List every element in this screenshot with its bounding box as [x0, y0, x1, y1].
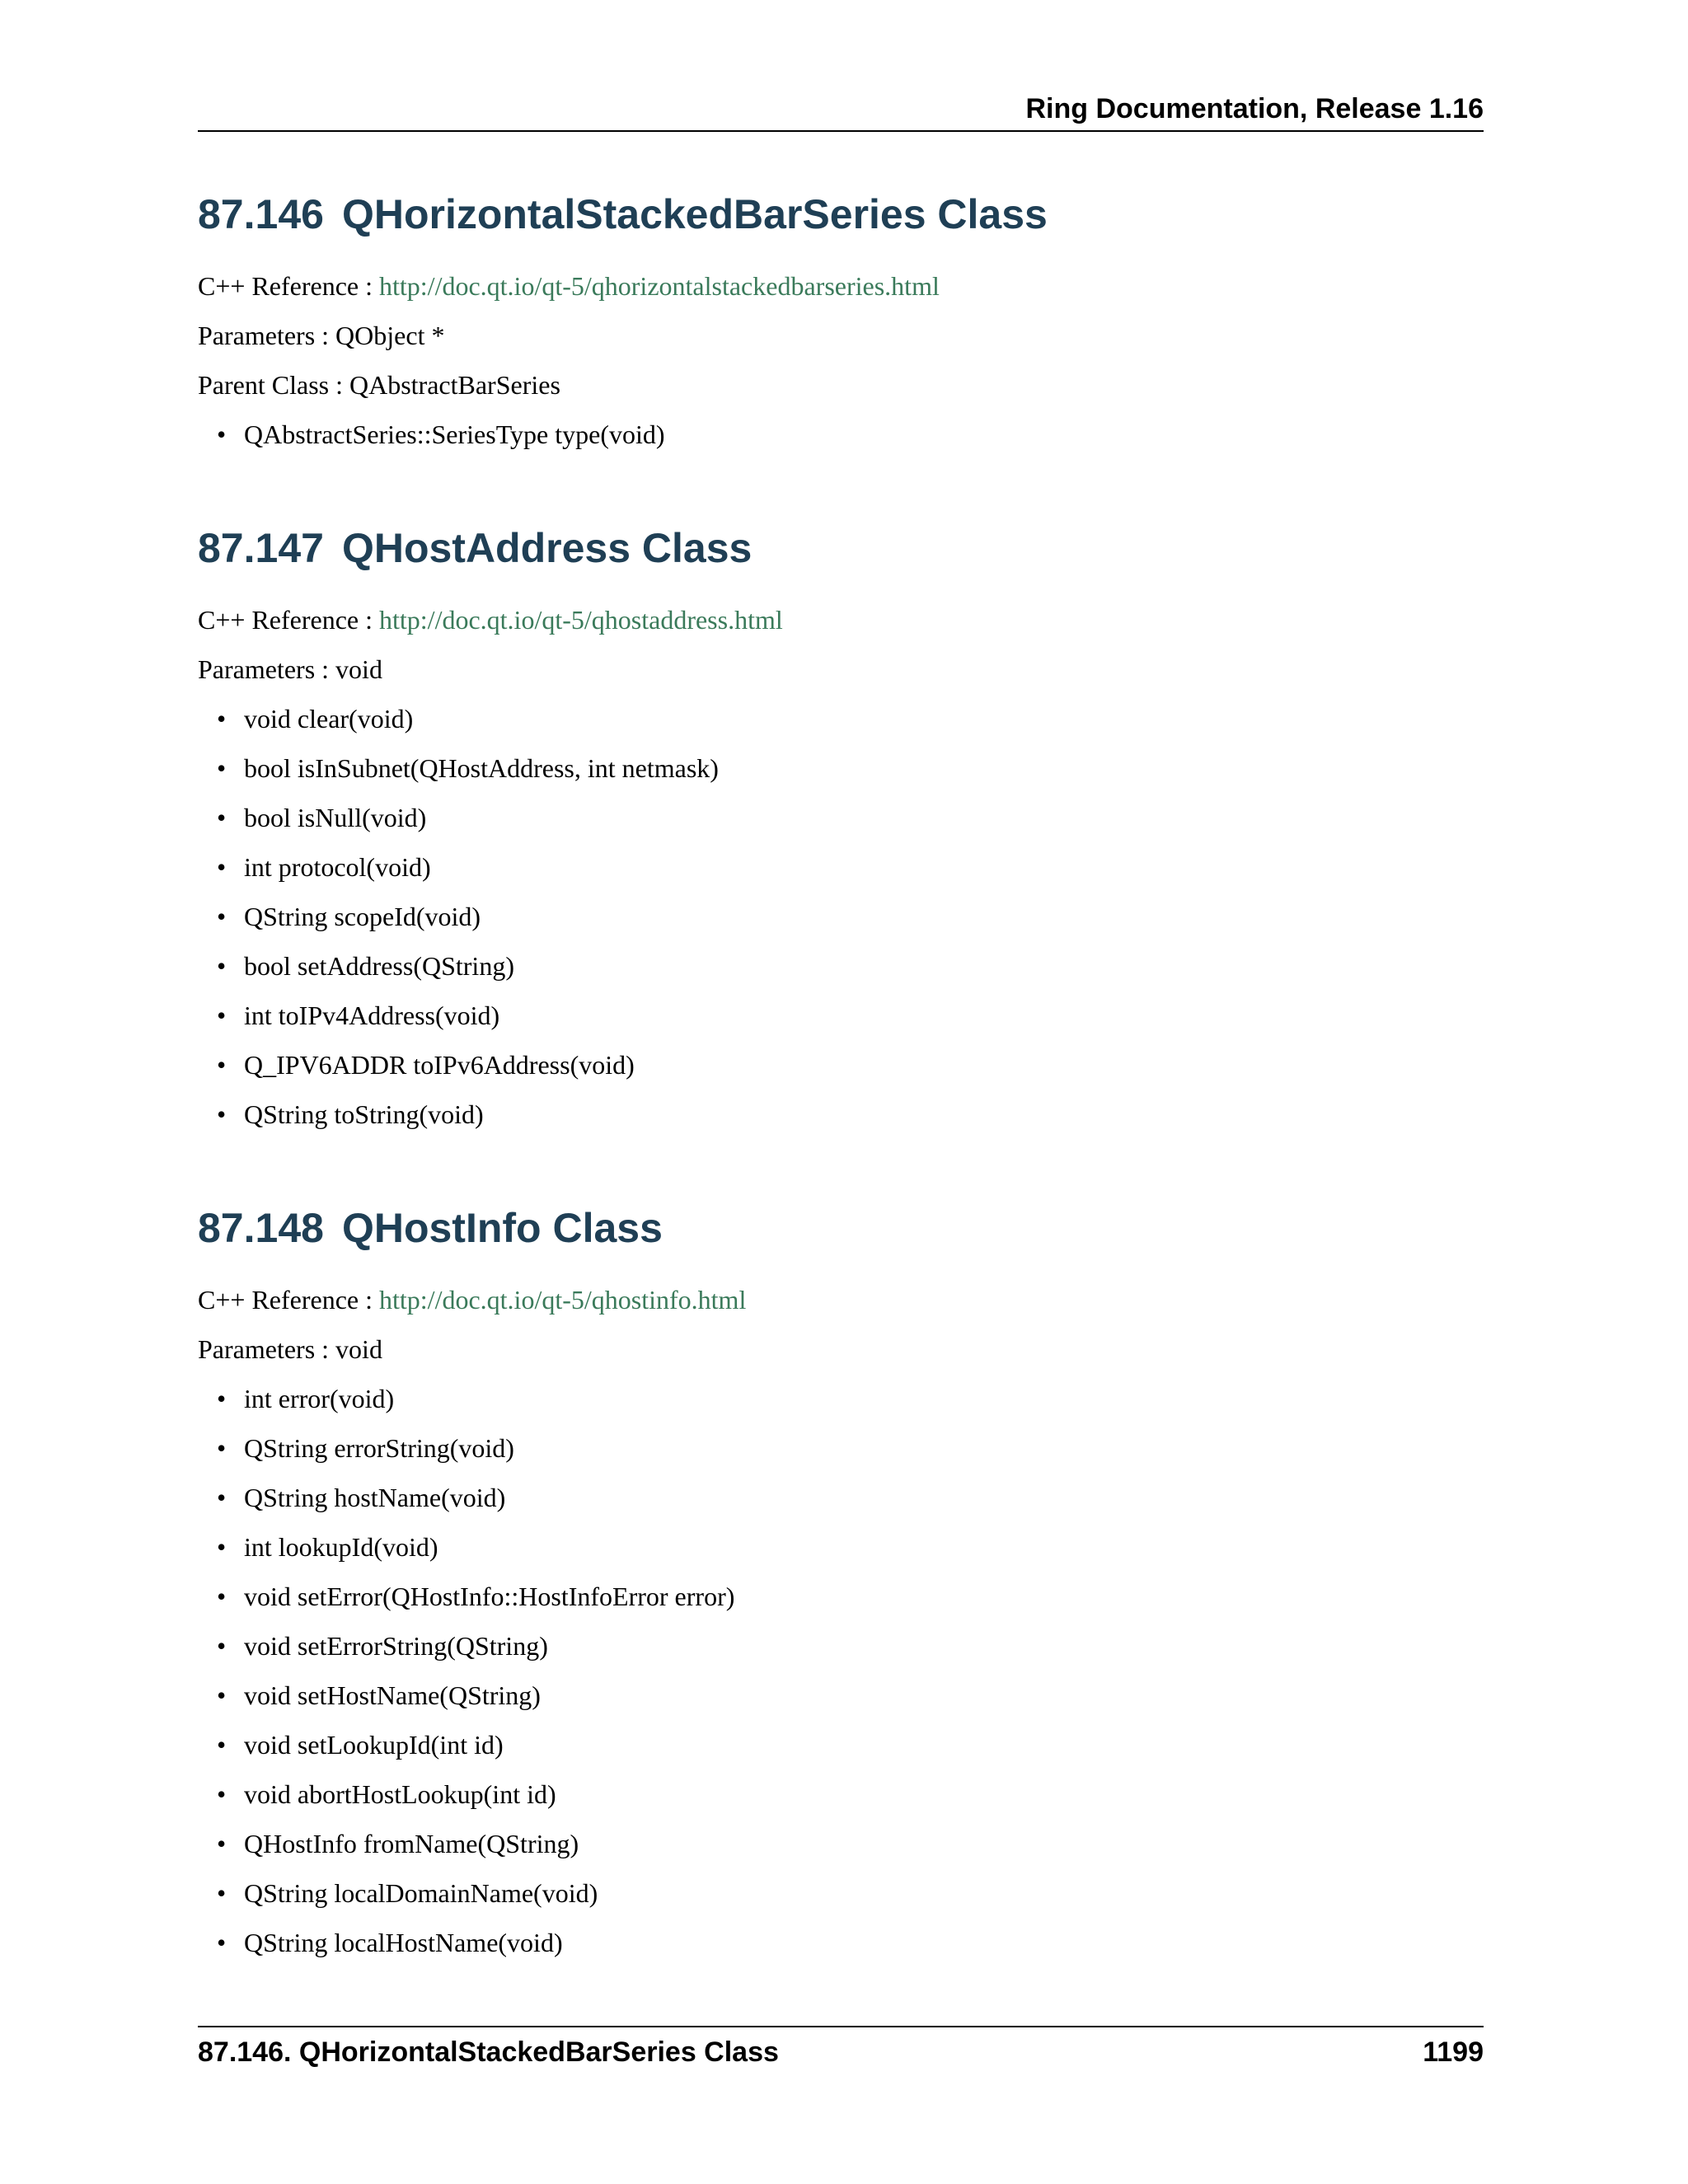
footer-section-title: 87.146. QHorizontalStackedBarSeries Class — [198, 2036, 779, 2068]
bullet-icon: • — [217, 951, 227, 981]
bullet-icon: • — [217, 1730, 227, 1760]
section-qhorizontalstackedbarseries — [198, 190, 1484, 468]
method-signature: bool isInSubnet(QHostAddress, int netmask) — [244, 753, 719, 783]
bullet-icon: • — [217, 1779, 227, 1809]
parameters: Parameters : void — [198, 1334, 382, 1364]
method-signature: QString localHostName(void) — [244, 1928, 563, 1957]
section-title: QHostInfo Class — [341, 1205, 663, 1251]
cpp-reference-label: C++ Reference : — [198, 271, 373, 301]
method-signature: void setHostName(QString) — [244, 1680, 541, 1710]
method-signature: QAbstractSeries::SeriesType type(void) — [244, 419, 665, 449]
bullet-icon: • — [217, 1532, 227, 1562]
bullet-icon: • — [217, 753, 227, 783]
list-item — [217, 1099, 1484, 1148]
list-item — [217, 901, 1484, 950]
cpp-reference-link[interactable]: http://doc.qt.io/qt-5/qhostinfo.html — [379, 1285, 747, 1315]
cpp-reference — [198, 604, 1484, 635]
bullet-icon: • — [217, 1829, 227, 1858]
bullet-icon: • — [217, 1433, 227, 1463]
method-signature: int toIPv4Address(void) — [244, 1001, 500, 1030]
list-item — [217, 1531, 1484, 1581]
method-signature: void setErrorString(QString) — [244, 1631, 548, 1661]
bullet-icon: • — [217, 1582, 227, 1611]
list-item — [217, 1927, 1484, 1976]
method-signature: QString scopeId(void) — [244, 902, 481, 931]
section-title: QHostAddress Class — [341, 525, 753, 571]
section-heading — [198, 190, 1484, 239]
parameters: Parameters : QObject * — [198, 321, 445, 350]
list-item — [217, 1779, 1484, 1828]
method-list — [198, 419, 1484, 468]
list-item — [217, 1000, 1484, 1049]
method-signature: bool setAddress(QString) — [244, 951, 514, 981]
page-number: 1199 — [1423, 2036, 1484, 2068]
section-heading — [198, 523, 1484, 573]
method-signature: QString hostName(void) — [244, 1483, 506, 1512]
method-signature: void setLookupId(int id) — [244, 1730, 504, 1760]
bullet-icon: • — [217, 1631, 227, 1661]
method-list — [198, 703, 1484, 1148]
method-signature: void abortHostLookup(int id) — [244, 1779, 556, 1809]
bullet-icon: • — [217, 1099, 227, 1129]
list-item — [217, 1630, 1484, 1680]
parent-class: Parent Class : QAbstractBarSeries — [198, 370, 560, 400]
bullet-icon: • — [217, 1878, 227, 1908]
section-title: QHorizontalStackedBarSeries Class — [341, 191, 1048, 237]
bullet-icon: • — [217, 419, 227, 449]
cpp-reference-link[interactable]: http://doc.qt.io/qt-5/qhorizontalstackedbarseries.html — [379, 271, 940, 301]
list-item — [217, 851, 1484, 901]
list-item — [217, 1432, 1484, 1482]
parameters: Parameters : void — [198, 654, 382, 684]
list-item — [217, 1680, 1484, 1729]
list-item — [217, 950, 1484, 1000]
bullet-icon: • — [217, 803, 227, 832]
method-list — [198, 1383, 1484, 1976]
list-item — [217, 1729, 1484, 1779]
bullet-icon: • — [217, 1001, 227, 1030]
list-item — [217, 419, 1484, 468]
cpp-reference-label: C++ Reference : — [198, 605, 373, 635]
list-item — [217, 802, 1484, 851]
method-signature: QString toString(void) — [244, 1099, 484, 1129]
list-item — [217, 1828, 1484, 1877]
section-number: 87.146 — [198, 191, 324, 237]
method-signature: void setError(QHostInfo::HostInfoError error) — [244, 1582, 735, 1611]
section-number: 87.148 — [198, 1205, 324, 1251]
method-signature: QString errorString(void) — [244, 1433, 514, 1463]
cpp-reference-link[interactable]: http://doc.qt.io/qt-5/qhostaddress.html — [379, 605, 783, 635]
method-signature: int error(void) — [244, 1384, 395, 1413]
method-signature: QHostInfo fromName(QString) — [244, 1829, 579, 1858]
bullet-icon: • — [217, 1928, 227, 1957]
method-signature: int lookupId(void) — [244, 1532, 438, 1562]
bullet-icon: • — [217, 852, 227, 882]
list-item — [217, 1482, 1484, 1531]
method-signature: int protocol(void) — [244, 852, 431, 882]
running-footer — [198, 2026, 1484, 2068]
method-signature: Q_IPV6ADDR toIPv6Address(void) — [244, 1050, 635, 1080]
list-item — [217, 1877, 1484, 1927]
document-title: Ring Documentation, Release 1.16 — [1025, 93, 1484, 124]
section-qhostaddress — [198, 523, 1484, 1148]
bullet-icon: • — [217, 902, 227, 931]
method-signature: bool isNull(void) — [244, 803, 427, 832]
section-number: 87.147 — [198, 525, 324, 571]
bullet-icon: • — [217, 1384, 227, 1413]
method-signature: QString localDomainName(void) — [244, 1878, 598, 1908]
running-header — [198, 92, 1484, 132]
bullet-icon: • — [217, 1050, 227, 1080]
list-item — [217, 1383, 1484, 1432]
bullet-icon: • — [217, 1680, 227, 1710]
cpp-reference — [198, 270, 1484, 302]
list-item — [217, 1049, 1484, 1099]
section-heading — [198, 1203, 1484, 1253]
list-item — [217, 703, 1484, 752]
section-qhostinfo — [198, 1203, 1484, 1976]
method-signature: void clear(void) — [244, 704, 414, 733]
bullet-icon: • — [217, 704, 227, 733]
bullet-icon: • — [217, 1483, 227, 1512]
list-item — [217, 1581, 1484, 1630]
list-item — [217, 752, 1484, 802]
cpp-reference — [198, 1284, 1484, 1315]
cpp-reference-label: C++ Reference : — [198, 1285, 373, 1315]
